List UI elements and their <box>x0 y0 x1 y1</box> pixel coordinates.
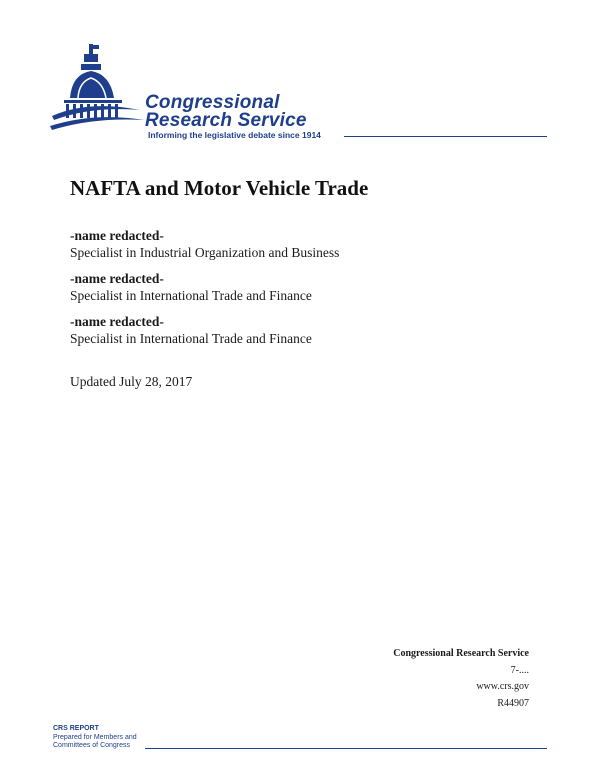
author-list <box>70 227 550 356</box>
report-title: NAFTA and Motor Vehicle Trade <box>70 176 369 200</box>
author-item <box>70 270 550 304</box>
author-name: -name redacted- <box>70 271 164 286</box>
author-role: Specialist in International Trade and Finance <box>70 331 312 346</box>
capitol-dome-icon <box>48 40 148 145</box>
footer-line2: Prepared for Members and <box>53 733 137 741</box>
author-item <box>70 227 550 261</box>
contact-block <box>393 646 529 712</box>
footer-report-label: CRS REPORT <box>53 725 99 732</box>
contact-website: www.crs.gov <box>476 681 529 692</box>
contact-phone: 7-.... <box>510 664 529 676</box>
author-item <box>70 313 550 347</box>
logo-line1: Congressional <box>145 92 280 113</box>
contact-organization: Congressional Research Service <box>393 648 529 659</box>
author-role: Specialist in International Trade and Finance <box>70 288 312 303</box>
author-name: -name redacted- <box>70 314 164 329</box>
footer-divider <box>145 748 547 749</box>
crs-logo <box>48 40 548 150</box>
logo-tagline: Informing the legislative debate since 1914 <box>148 130 321 140</box>
logo-line2: Research Service <box>145 110 307 131</box>
tagline-divider <box>344 136 547 137</box>
logo-wordmark <box>145 94 307 130</box>
report-number: R44907 <box>497 697 529 709</box>
crs-report-footer <box>53 725 547 753</box>
author-role: Specialist in Industrial Organization and Business <box>70 245 340 260</box>
author-name: -name redacted- <box>70 228 164 243</box>
footer-line3: Committees of Congress <box>53 742 131 749</box>
updated-date: Updated July 28, 2017 <box>70 374 193 389</box>
